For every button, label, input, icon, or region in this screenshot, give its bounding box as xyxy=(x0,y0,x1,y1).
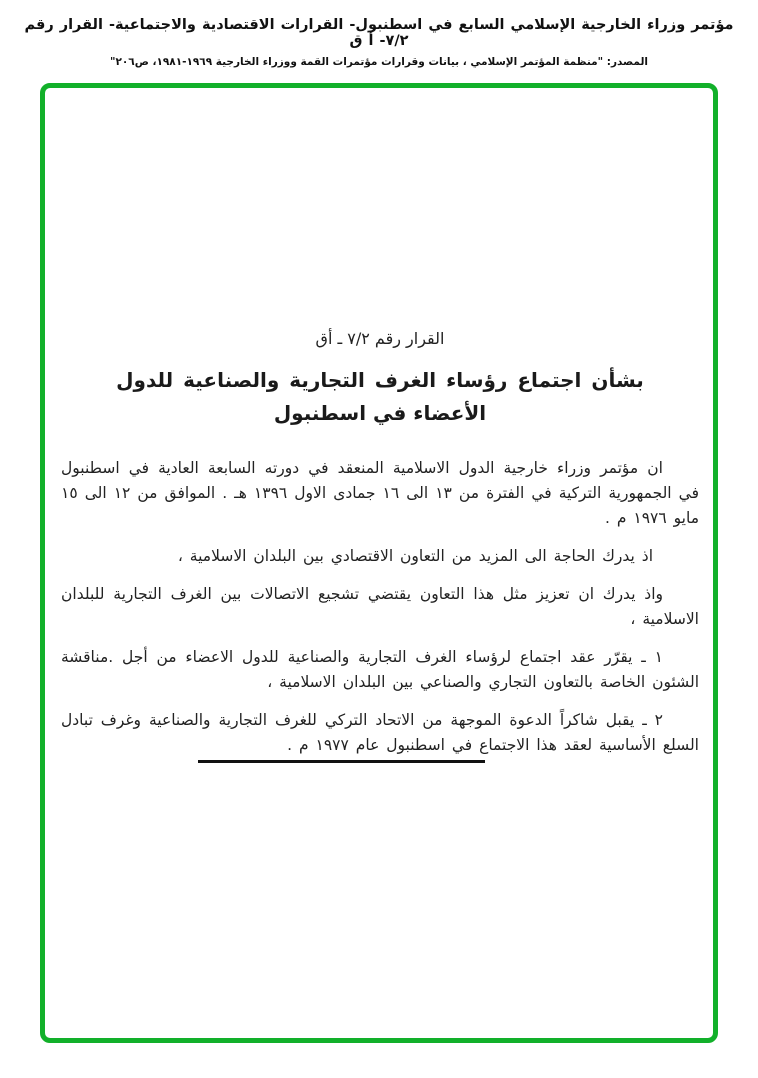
paragraph-operative-1: ١ ـ يقرّر عقد اجتماع لرؤساء الغرف التجارية والصناعية للدول الاعضاء من أجل .مناقشة الشئون الخاصة بالتعاون التجاري والصناعي بين البلدان الاسلامية ، xyxy=(61,648,699,691)
paragraph-preamble-2: اذ يدرك الحاجة الى المزيد من التعاون الاقتصادي بين البلدان الاسلامية ، xyxy=(177,547,653,565)
end-divider-line xyxy=(198,760,485,763)
resolution-number-title: القرار رقم ٧/٢ ـ أق xyxy=(315,329,445,348)
citation-header xyxy=(0,0,758,68)
paragraph-preamble-1: ان مؤتمر وزراء خارجية الدول الاسلامية المنعقد في دورته السابعة العادية في اسطنبول في الجمهورية التركية في الفترة من ١٣ الى ١٦ جمادى الاول ١٣٩٦ هـ . الموافق من ١٢ الى ١٥ مايو ١٩٧٦ م . xyxy=(61,459,699,527)
resolution-subject-title: بشأن اجتماع رؤساء الغرف التجارية والصناعية للدول xyxy=(116,368,644,392)
resolution-paragraphs xyxy=(61,456,699,758)
document-green-border xyxy=(40,83,718,1043)
resolution-subject-title-2: الأعضاء في اسطنبول xyxy=(273,401,487,425)
document-body xyxy=(45,88,713,1038)
citation-title: مؤتمر وزراء الخارجية الإسلامي السابع في اسطنبول- القرارات الاقتصادية والاجتماعية- القرار رقم ٧/٢- أ ق xyxy=(24,17,734,49)
citation-source: المصدر: "منظمة المؤتمر الإسلامي ، بيانات وقرارات مؤتمرات القمة ووزراء الخارجية ١٩٦٩-١٩٨١، ص٢٠٦" xyxy=(109,56,648,68)
paragraph-preamble-3: واذ يدرك ان تعزيز مثل هذا التعاون يقتضي تشجيع الاتصالات بين الغرف التجارية للبلدان الاسلامية ، xyxy=(61,585,699,628)
paragraph-operative-2: ٢ ـ يقبل شاكراً الدعوة الموجهة من الاتحاد التركي للغرف التجارية والصناعية وغرف تبادل السلع الأساسية لعقد هذا الاجتماع في اسطنبول عام ١٩٧٧ م . xyxy=(61,711,699,754)
